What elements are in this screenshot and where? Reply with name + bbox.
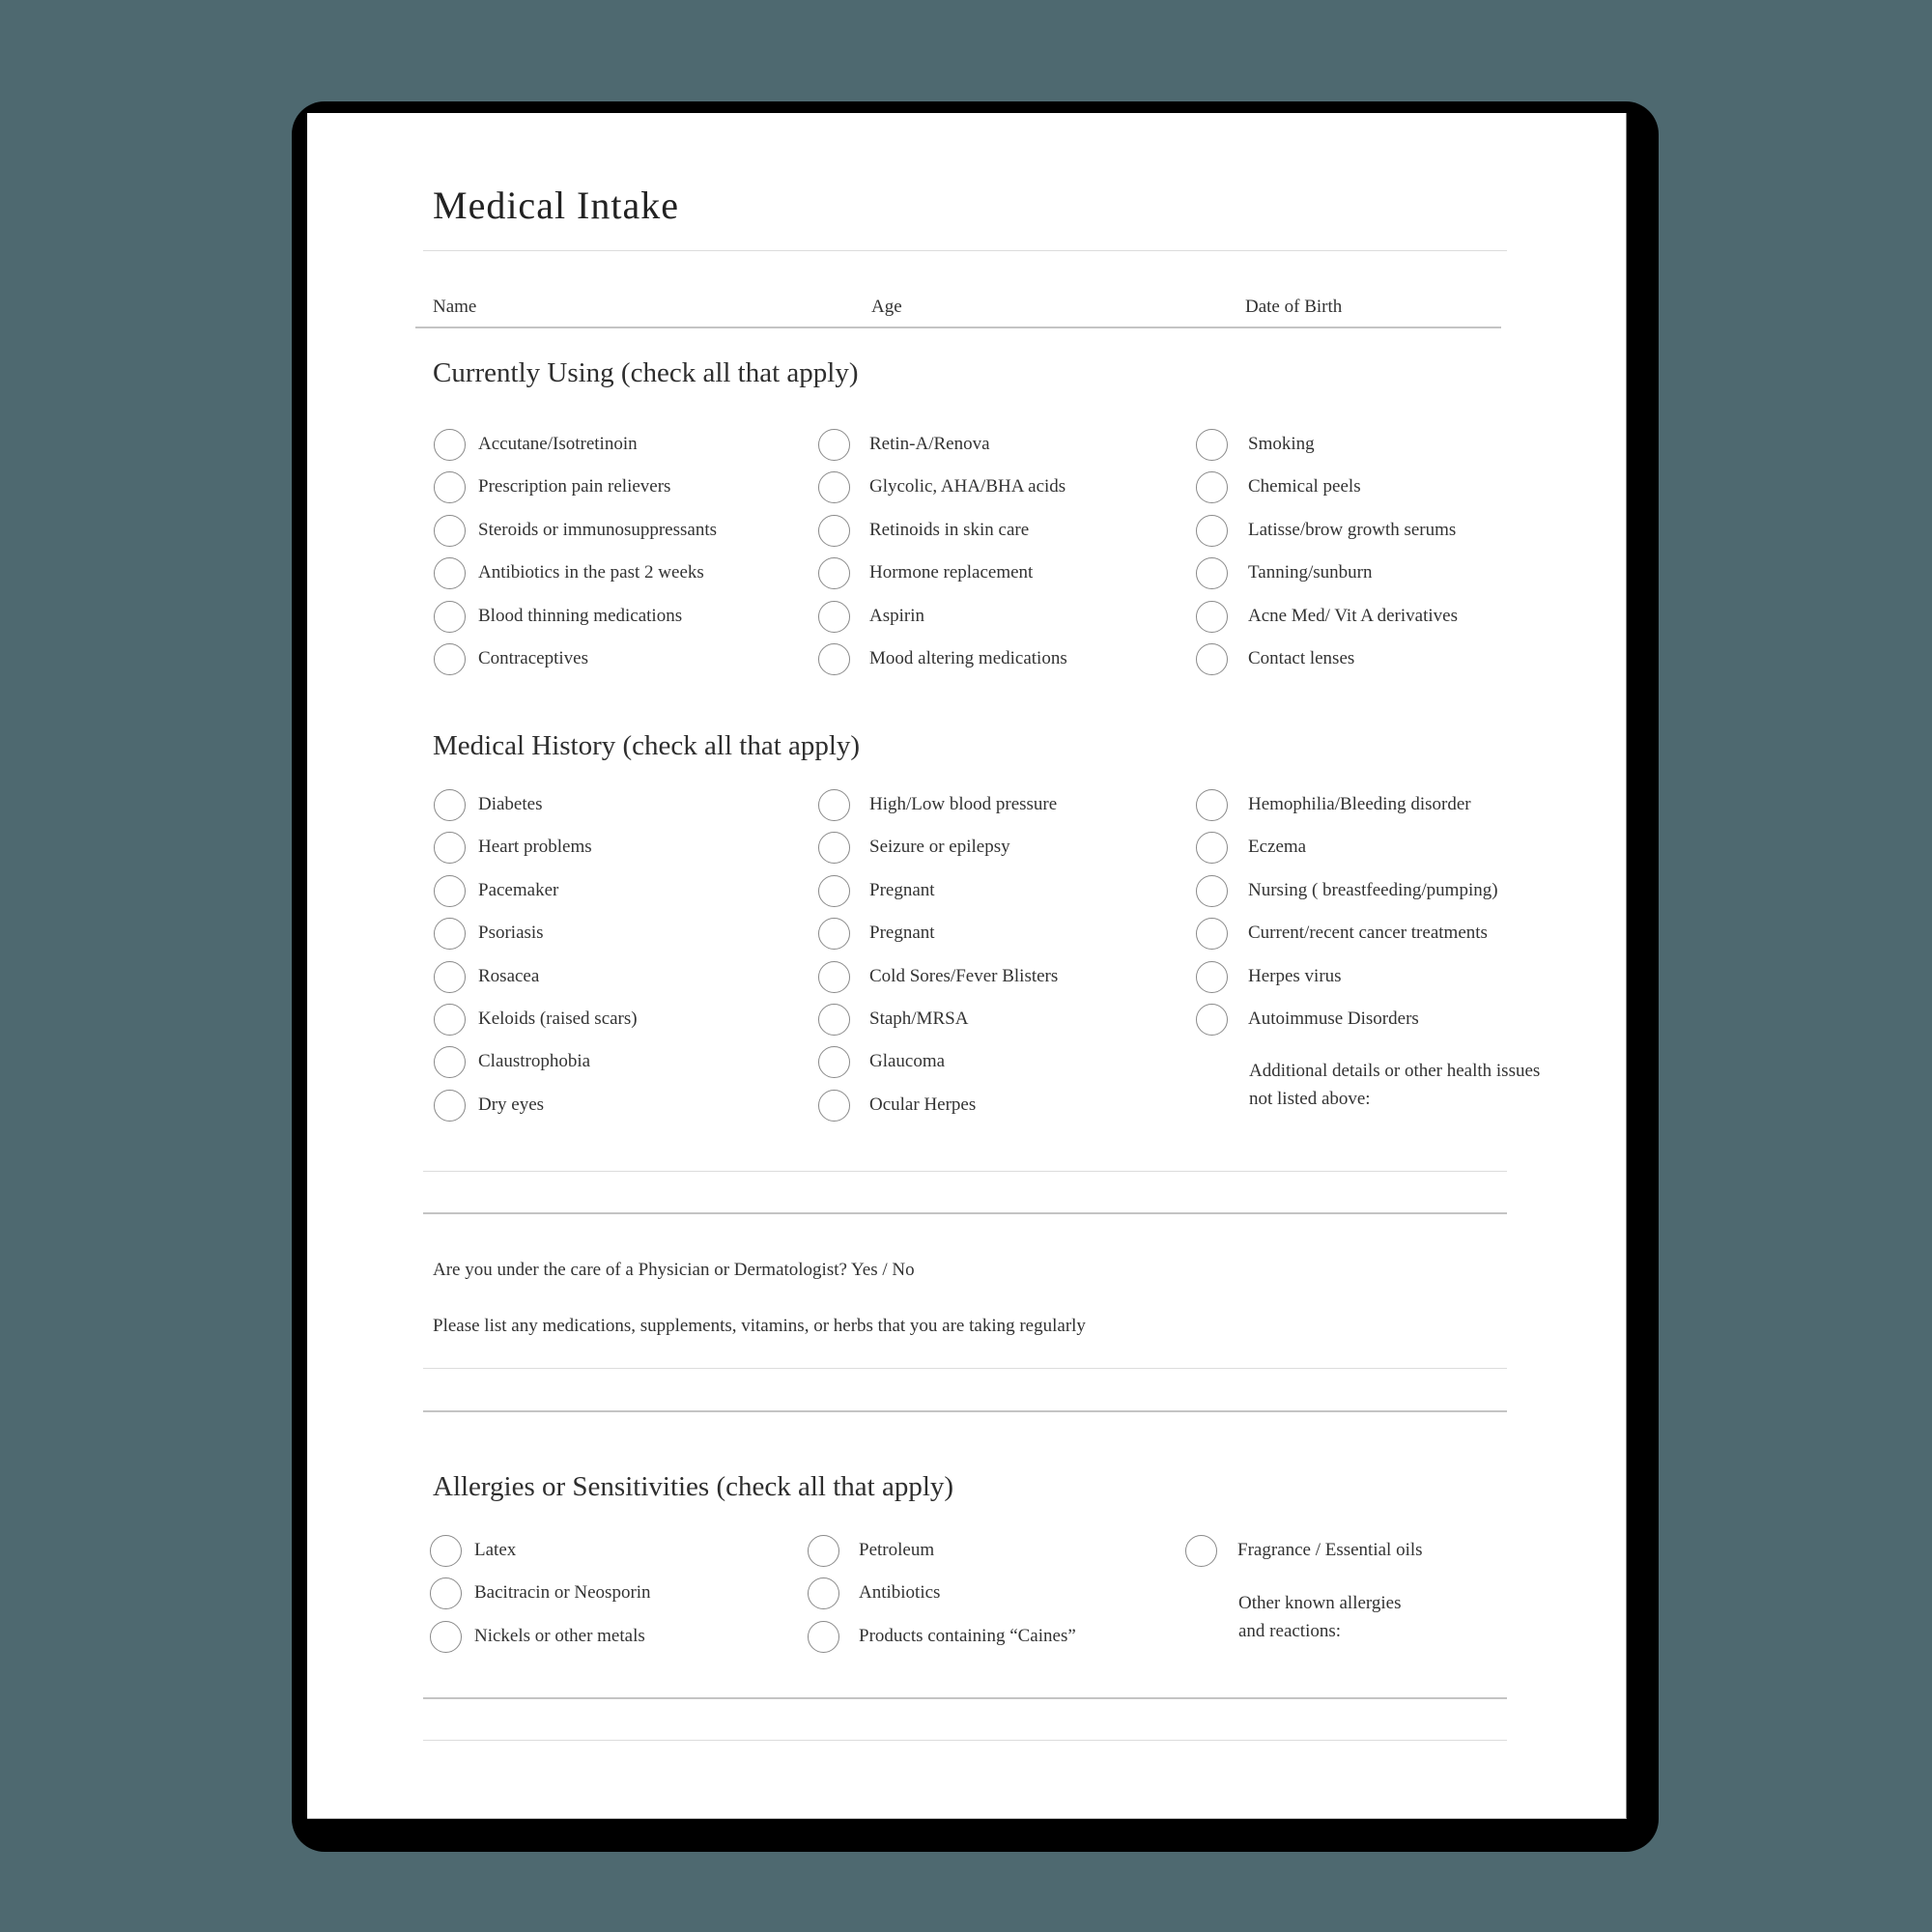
checkbox-circle-icon[interactable] (430, 1535, 462, 1567)
name-label: Name (433, 297, 477, 317)
medical-history-title: Medical History (check all that apply) (433, 730, 861, 761)
personal-info-underline (415, 327, 1501, 328)
additional-details-note: Additional details or other health issues not listed above: (1249, 1061, 1541, 1109)
dob-field[interactable] (1379, 287, 1499, 327)
checkbox-circle-icon[interactable] (434, 1004, 466, 1036)
checkbox-circle-icon[interactable] (1196, 1004, 1228, 1036)
age-label: Age (871, 297, 902, 317)
allergies-line-1[interactable] (423, 1697, 1511, 1738)
checkbox-circle-icon[interactable] (818, 601, 850, 633)
name-field[interactable] (500, 287, 852, 327)
checkbox-option[interactable]: Pregnant (818, 873, 935, 908)
checkbox-option[interactable]: Herpes virus (1196, 959, 1342, 994)
checkbox-option[interactable]: Retinoids in skin care (818, 513, 1029, 548)
checkbox-circle-icon[interactable] (1196, 875, 1228, 907)
checkbox-circle-icon[interactable] (434, 429, 466, 461)
checkbox-circle-icon[interactable] (1196, 601, 1228, 633)
checkbox-option[interactable]: Seizure or epilepsy (818, 830, 1010, 865)
page-title: Medical Intake (433, 184, 679, 227)
checkbox-circle-icon[interactable] (1185, 1535, 1217, 1567)
checkbox-circle-icon[interactable] (434, 515, 466, 547)
checkbox-option[interactable]: Staph/MRSA (818, 1002, 968, 1037)
write-line (423, 1410, 1507, 1412)
checkbox-option[interactable]: Bacitracin or Neosporin (430, 1576, 651, 1610)
checkbox-circle-icon[interactable] (434, 1046, 466, 1078)
checkbox-circle-icon[interactable] (818, 515, 850, 547)
checkbox-option[interactable]: Eczema (1196, 830, 1306, 865)
checkbox-circle-icon[interactable] (1196, 515, 1228, 547)
checkbox-circle-icon[interactable] (818, 1046, 850, 1078)
checkbox-circle-icon[interactable] (430, 1621, 462, 1653)
checkbox-option[interactable]: Acne Med/ Vit A derivatives (1196, 599, 1458, 634)
checkbox-option[interactable]: Steroids or immunosuppressants (434, 513, 717, 548)
checkbox-circle-icon[interactable] (434, 1090, 466, 1122)
checkbox-circle-icon[interactable] (818, 643, 850, 675)
checkbox-circle-icon[interactable] (434, 875, 466, 907)
write-line (423, 1697, 1507, 1699)
checkbox-option[interactable]: Mood altering medications (818, 641, 1067, 676)
checkbox-option[interactable]: Autoimmuse Disorders (1196, 1002, 1419, 1037)
medications-line-1[interactable] (423, 1368, 1511, 1408)
allergies-line-2[interactable] (423, 1740, 1511, 1780)
write-line (423, 1171, 1507, 1172)
checkbox-option[interactable]: Contact lenses (1196, 641, 1354, 676)
write-line (423, 1212, 1507, 1214)
checkbox-option[interactable]: Keloids (raised scars) (434, 1002, 638, 1037)
checkbox-option[interactable]: Rosacea (434, 959, 539, 994)
allergies-title: Allergies or Sensitivities (check all that apply) (433, 1471, 954, 1502)
checkbox-option[interactable]: Glycolic, AHA/BHA acids (818, 469, 1065, 504)
checkbox-option[interactable]: Accutane/Isotretinoin (434, 427, 638, 462)
checkbox-option[interactable]: High/Low blood pressure (818, 787, 1057, 822)
checkbox-option[interactable]: Latisse/brow growth serums (1196, 513, 1456, 548)
checkbox-circle-icon[interactable] (434, 918, 466, 950)
physician-question: Are you under the care of a Physician or Dermatologist? Yes / No (433, 1260, 915, 1280)
checkbox-option[interactable]: Retin-A/Renova (818, 427, 990, 462)
checkbox-circle-icon[interactable] (434, 471, 466, 503)
checkbox-option[interactable]: Cold Sores/Fever Blisters (818, 959, 1058, 994)
checkbox-option[interactable]: Latex (430, 1533, 516, 1568)
checkbox-circle-icon[interactable] (808, 1621, 839, 1653)
checkbox-circle-icon[interactable] (818, 789, 850, 821)
additional-details-line-2[interactable] (423, 1212, 1511, 1253)
medications-line-2[interactable] (423, 1410, 1511, 1451)
checkbox-option[interactable]: Prescription pain relievers (434, 469, 670, 504)
checkbox-option[interactable]: Contraceptives (434, 641, 588, 676)
checkbox-circle-icon[interactable] (434, 601, 466, 633)
checkbox-circle-icon[interactable] (434, 789, 466, 821)
checkbox-option[interactable]: Current/recent cancer treatments (1196, 916, 1488, 951)
currently-using-title: Currently Using (check all that apply) (433, 357, 859, 388)
checkbox-circle-icon[interactable] (818, 1090, 850, 1122)
checkbox-circle-icon[interactable] (434, 557, 466, 589)
checkbox-circle-icon[interactable] (808, 1577, 839, 1609)
checkbox-circle-icon[interactable] (1196, 643, 1228, 675)
checkbox-circle-icon[interactable] (808, 1535, 839, 1567)
checkbox-option[interactable]: Fragrance / Essential oils (1185, 1533, 1423, 1568)
checkbox-circle-icon[interactable] (1196, 832, 1228, 864)
checkbox-option[interactable]: Ocular Herpes (818, 1088, 976, 1122)
write-line (423, 1740, 1507, 1741)
checkbox-option[interactable]: Aspirin (818, 599, 924, 634)
medications-question: Please list any medications, supplements, vitamins, or herbs that you are taking regularly (433, 1316, 1086, 1336)
checkbox-circle-icon[interactable] (434, 961, 466, 993)
age-field[interactable] (916, 287, 1229, 327)
checkbox-option[interactable]: Nickels or other metals (430, 1619, 645, 1654)
checkbox-circle-icon[interactable] (1196, 789, 1228, 821)
checkbox-circle-icon[interactable] (1196, 918, 1228, 950)
checkbox-option[interactable]: Heart problems (434, 830, 592, 865)
checkbox-circle-icon[interactable] (434, 832, 466, 864)
intake-form-page (307, 113, 1627, 1819)
other-allergies-note: Other known allergies and reactions: (1238, 1593, 1402, 1641)
checkbox-option[interactable]: Products containing “Caines” (808, 1619, 1076, 1654)
checkbox-option[interactable]: Petroleum (808, 1533, 934, 1568)
checkbox-option[interactable]: Antibiotics in the past 2 weeks (434, 555, 704, 590)
checkbox-option[interactable]: Psoriasis (434, 916, 544, 951)
checkbox-option[interactable]: Pacemaker (434, 873, 558, 908)
checkbox-option[interactable]: Chemical peels (1196, 469, 1361, 504)
checkbox-circle-icon[interactable] (818, 471, 850, 503)
checkbox-circle-icon[interactable] (1196, 961, 1228, 993)
checkbox-circle-icon[interactable] (818, 918, 850, 950)
checkbox-circle-icon[interactable] (818, 1004, 850, 1036)
additional-details-line-1[interactable] (423, 1170, 1511, 1210)
checkbox-option[interactable]: Smoking (1196, 427, 1315, 462)
checkbox-option[interactable]: Dry eyes (434, 1088, 544, 1122)
checkbox-circle-icon[interactable] (818, 961, 850, 993)
checkbox-circle-icon[interactable] (1196, 429, 1228, 461)
checkbox-option[interactable]: Diabetes (434, 787, 542, 822)
checkbox-option[interactable]: Glaucoma (818, 1044, 945, 1079)
checkbox-option[interactable]: Nursing ( breastfeeding/pumping) (1196, 873, 1498, 908)
checkbox-circle-icon[interactable] (818, 557, 850, 589)
checkbox-circle-icon[interactable] (818, 875, 850, 907)
checkbox-option[interactable]: Tanning/sunburn (1196, 555, 1373, 590)
checkbox-option[interactable]: Hemophilia/Bleeding disorder (1196, 787, 1471, 822)
checkbox-option[interactable]: Hormone replacement (818, 555, 1033, 590)
checkbox-circle-icon[interactable] (818, 832, 850, 864)
checkbox-circle-icon[interactable] (430, 1577, 462, 1609)
checkbox-option[interactable]: Pregnant (818, 916, 935, 951)
checkbox-circle-icon[interactable] (1196, 471, 1228, 503)
checkbox-option[interactable]: Claustrophobia (434, 1044, 590, 1079)
checkbox-circle-icon[interactable] (434, 643, 466, 675)
title-divider (423, 250, 1507, 251)
checkbox-circle-icon[interactable] (1196, 557, 1228, 589)
checkbox-option[interactable]: Antibiotics (808, 1576, 940, 1610)
write-line (423, 1368, 1507, 1369)
dob-label: Date of Birth (1245, 297, 1343, 317)
checkbox-option[interactable]: Blood thinning medications (434, 599, 682, 634)
checkbox-circle-icon[interactable] (818, 429, 850, 461)
